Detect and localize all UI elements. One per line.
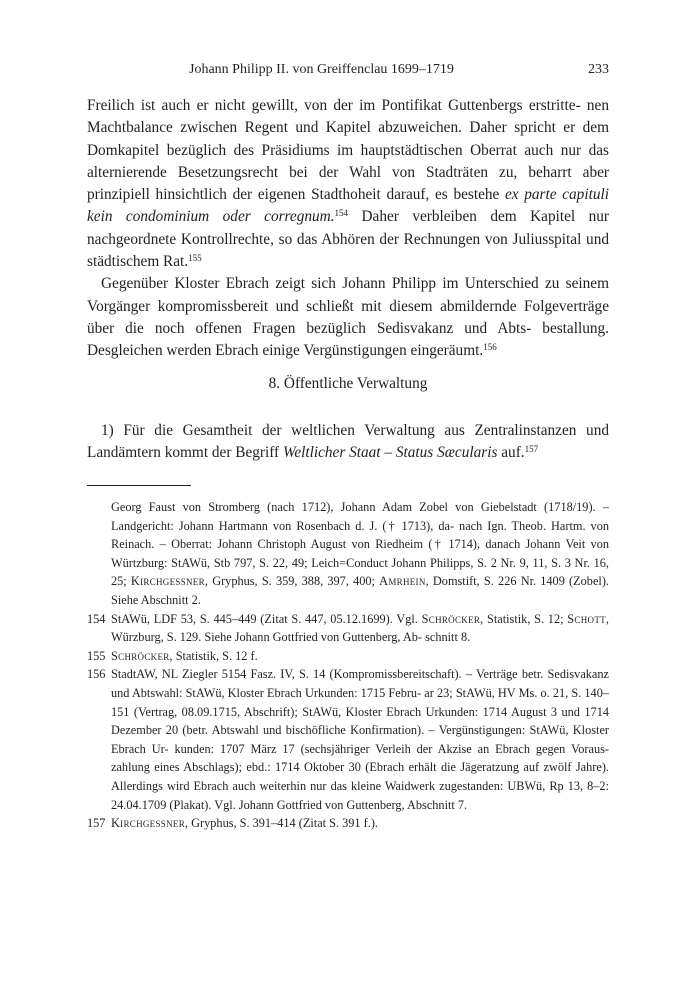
footnote-text: Georg Faust von Stromberg (nach 1712), Johann Adam Zobel von Giebelstadt (1718/19). – Landgericht: Johann Hartmann von Rosenbach d. J. († 1713), da- nach Ign. Theob. Hartm. von Reinach. – Oberrat: Johann Christoph August von Riedheim († 1714), danach Johann Veit von Würtzburg: StAWü, Stb 797, S. 22, 49; Leich=Conduct Johann Philipps, S. 2 Nr. 9, 11, S. 3 Nr. 16, 25;	[111, 500, 609, 589]
footnote-154	[87, 610, 609, 647]
section-heading: 8. Öffentliche Verwaltung	[268, 375, 428, 392]
italic-term: Weltlicher Staat – Status Sæcularis	[282, 444, 498, 462]
footnote-text: , Statistik, S. 12 f.	[169, 648, 258, 663]
author-name: Kirchgessner	[111, 816, 185, 831]
section-paragraph-1	[87, 420, 609, 465]
author-name: Schott	[567, 611, 606, 626]
footnote-number: 154	[87, 611, 106, 626]
footnote-156	[87, 665, 609, 814]
footnote-155	[87, 647, 609, 666]
author-name: Kirchgessner	[130, 574, 205, 589]
paragraph-1-text-cont: Daher verbleiben dem Kapitel nur nachgeordnete Kontrollrechte, so das Abhören der Rechnungen von Juliusspital und städtischem Rat.	[87, 208, 609, 271]
section-paragraph-text: 1) Für die Gesamtheit der weltlichen Verwaltung aus Zentralinstanzen und Landämtern kommt der Begriff	[87, 422, 609, 462]
footnote-text: , Gryphus, S. 391–414 (Zitat S. 391 f.).	[185, 816, 378, 831]
footnote-continued	[87, 498, 609, 610]
footnote-number: 157	[87, 816, 106, 831]
footnote-ref-155[interactable]: 155	[188, 253, 202, 264]
page-number: 233	[588, 62, 609, 77]
running-head-title: Johann Philipp II. von Greiffenclau 1699–1719	[189, 62, 454, 77]
author-name: Schröcker	[421, 611, 481, 626]
latin-quote: ex parte capituli kein condominium oder corregnum.	[87, 186, 609, 226]
footnotes	[87, 498, 609, 833]
section-paragraph	[87, 420, 609, 465]
paragraph-2	[87, 273, 609, 362]
footnote-text: StAWü, LDF 53, S. 445–449 (Zitat S. 447, 05.12.1699). Vgl.	[111, 611, 422, 626]
running-header	[87, 62, 609, 80]
section-paragraph-end: auf.	[497, 444, 525, 462]
footnote-number: 155	[87, 648, 106, 663]
footnote-ref-156[interactable]: 156	[483, 342, 497, 353]
paragraph-1-text: Freilich ist auch er nicht gewillt, von der im Pontifikat Guttenbergs erstritte- nen Machtbalance zwischen Regent und Kapitel abzuweichen. Daher spricht er dem Domkapitel bezüglich des Präsidiums im hauptstädtischen Oberrat auch nur das alternierende Besetzungsrecht bei der Wahl von Stadträten zu, beharrt aber prinzipiell hinsichtlich der eigenen Stadthoheit darauf, es bestehe	[87, 97, 609, 204]
author-name: Schröcker	[111, 648, 170, 663]
main-text	[87, 95, 609, 363]
footnote-157	[87, 814, 609, 833]
footnote-text: , Domstift, S. 226 Nr. 1409 (Zobel). Siehe Abschnitt 2.	[111, 574, 610, 607]
footnote-number: 156	[87, 667, 106, 682]
author-name: Amrhein	[379, 574, 426, 589]
paragraph-1	[87, 95, 609, 273]
paragraph-2-text: Gegenüber Kloster Ebrach zeigt sich Johann Philipp im Unterschied zu seinem Vorgänger kompromissbereit und schließt mit diesem abmildernde Folgeverträge über die noch offenen Fragen bezüglich Sedisvakanz und Abts- bestallung. Desgleichen werden Ebrach einige Vergünstigungen eingeräumt.	[87, 275, 609, 360]
footnote-ref-154[interactable]: 154	[334, 208, 349, 219]
footnote-ref-157[interactable]: 157	[524, 444, 539, 455]
footnote-separator	[87, 485, 191, 486]
footnote-text: , Würzburg, S. 129. Siehe Johann Gottfried von Guttenberg, Ab- schnitt 8.	[111, 611, 609, 645]
footnote-text: , Gryphus, S. 359, 388, 397, 400;	[204, 574, 380, 589]
footnote-text: StadtAW, NL Ziegler 5154 Fasz. IV, S. 14 (Kompromissbereitschaft). – Verträge betr. Sedisvakanz und Abtswahl: StAWü, Kloster Ebrach Urkunden: 1715 Febru- ar 23; StAWü, HV Ms. o. 21, S. 140–151 (Vertrag, 08.09.1715, Abschrift); StAWü, Kloster Ebrach Urkunden: 1714 August 3 und 1714 Dezember 20 (betr. Abtswahl und bischöfliche Konfirmation). – Vergünstigungen: StAWü, Kloster Ebrach Ur- kunden: 1707 März 17 (sechsjähriger Verleih der Akzise an Ebrach gegen Voraus- zahlung eines Abschlags); ebd.: 1714 Oktober 30 (Ebrach erhält die Jägeratzung auf zwölf Jahre). Allerdings wird Ebrach auch weiterhin nur das kleine Waidwerk zugestanden: UBWü, Rp 13, 8–2: 24.04.1709 (Plakat). Vgl. Johann Gottfried von Guttenberg, Abschnitt 7.	[111, 667, 609, 812]
footnote-text: , Statistik, S. 12;	[480, 611, 568, 626]
